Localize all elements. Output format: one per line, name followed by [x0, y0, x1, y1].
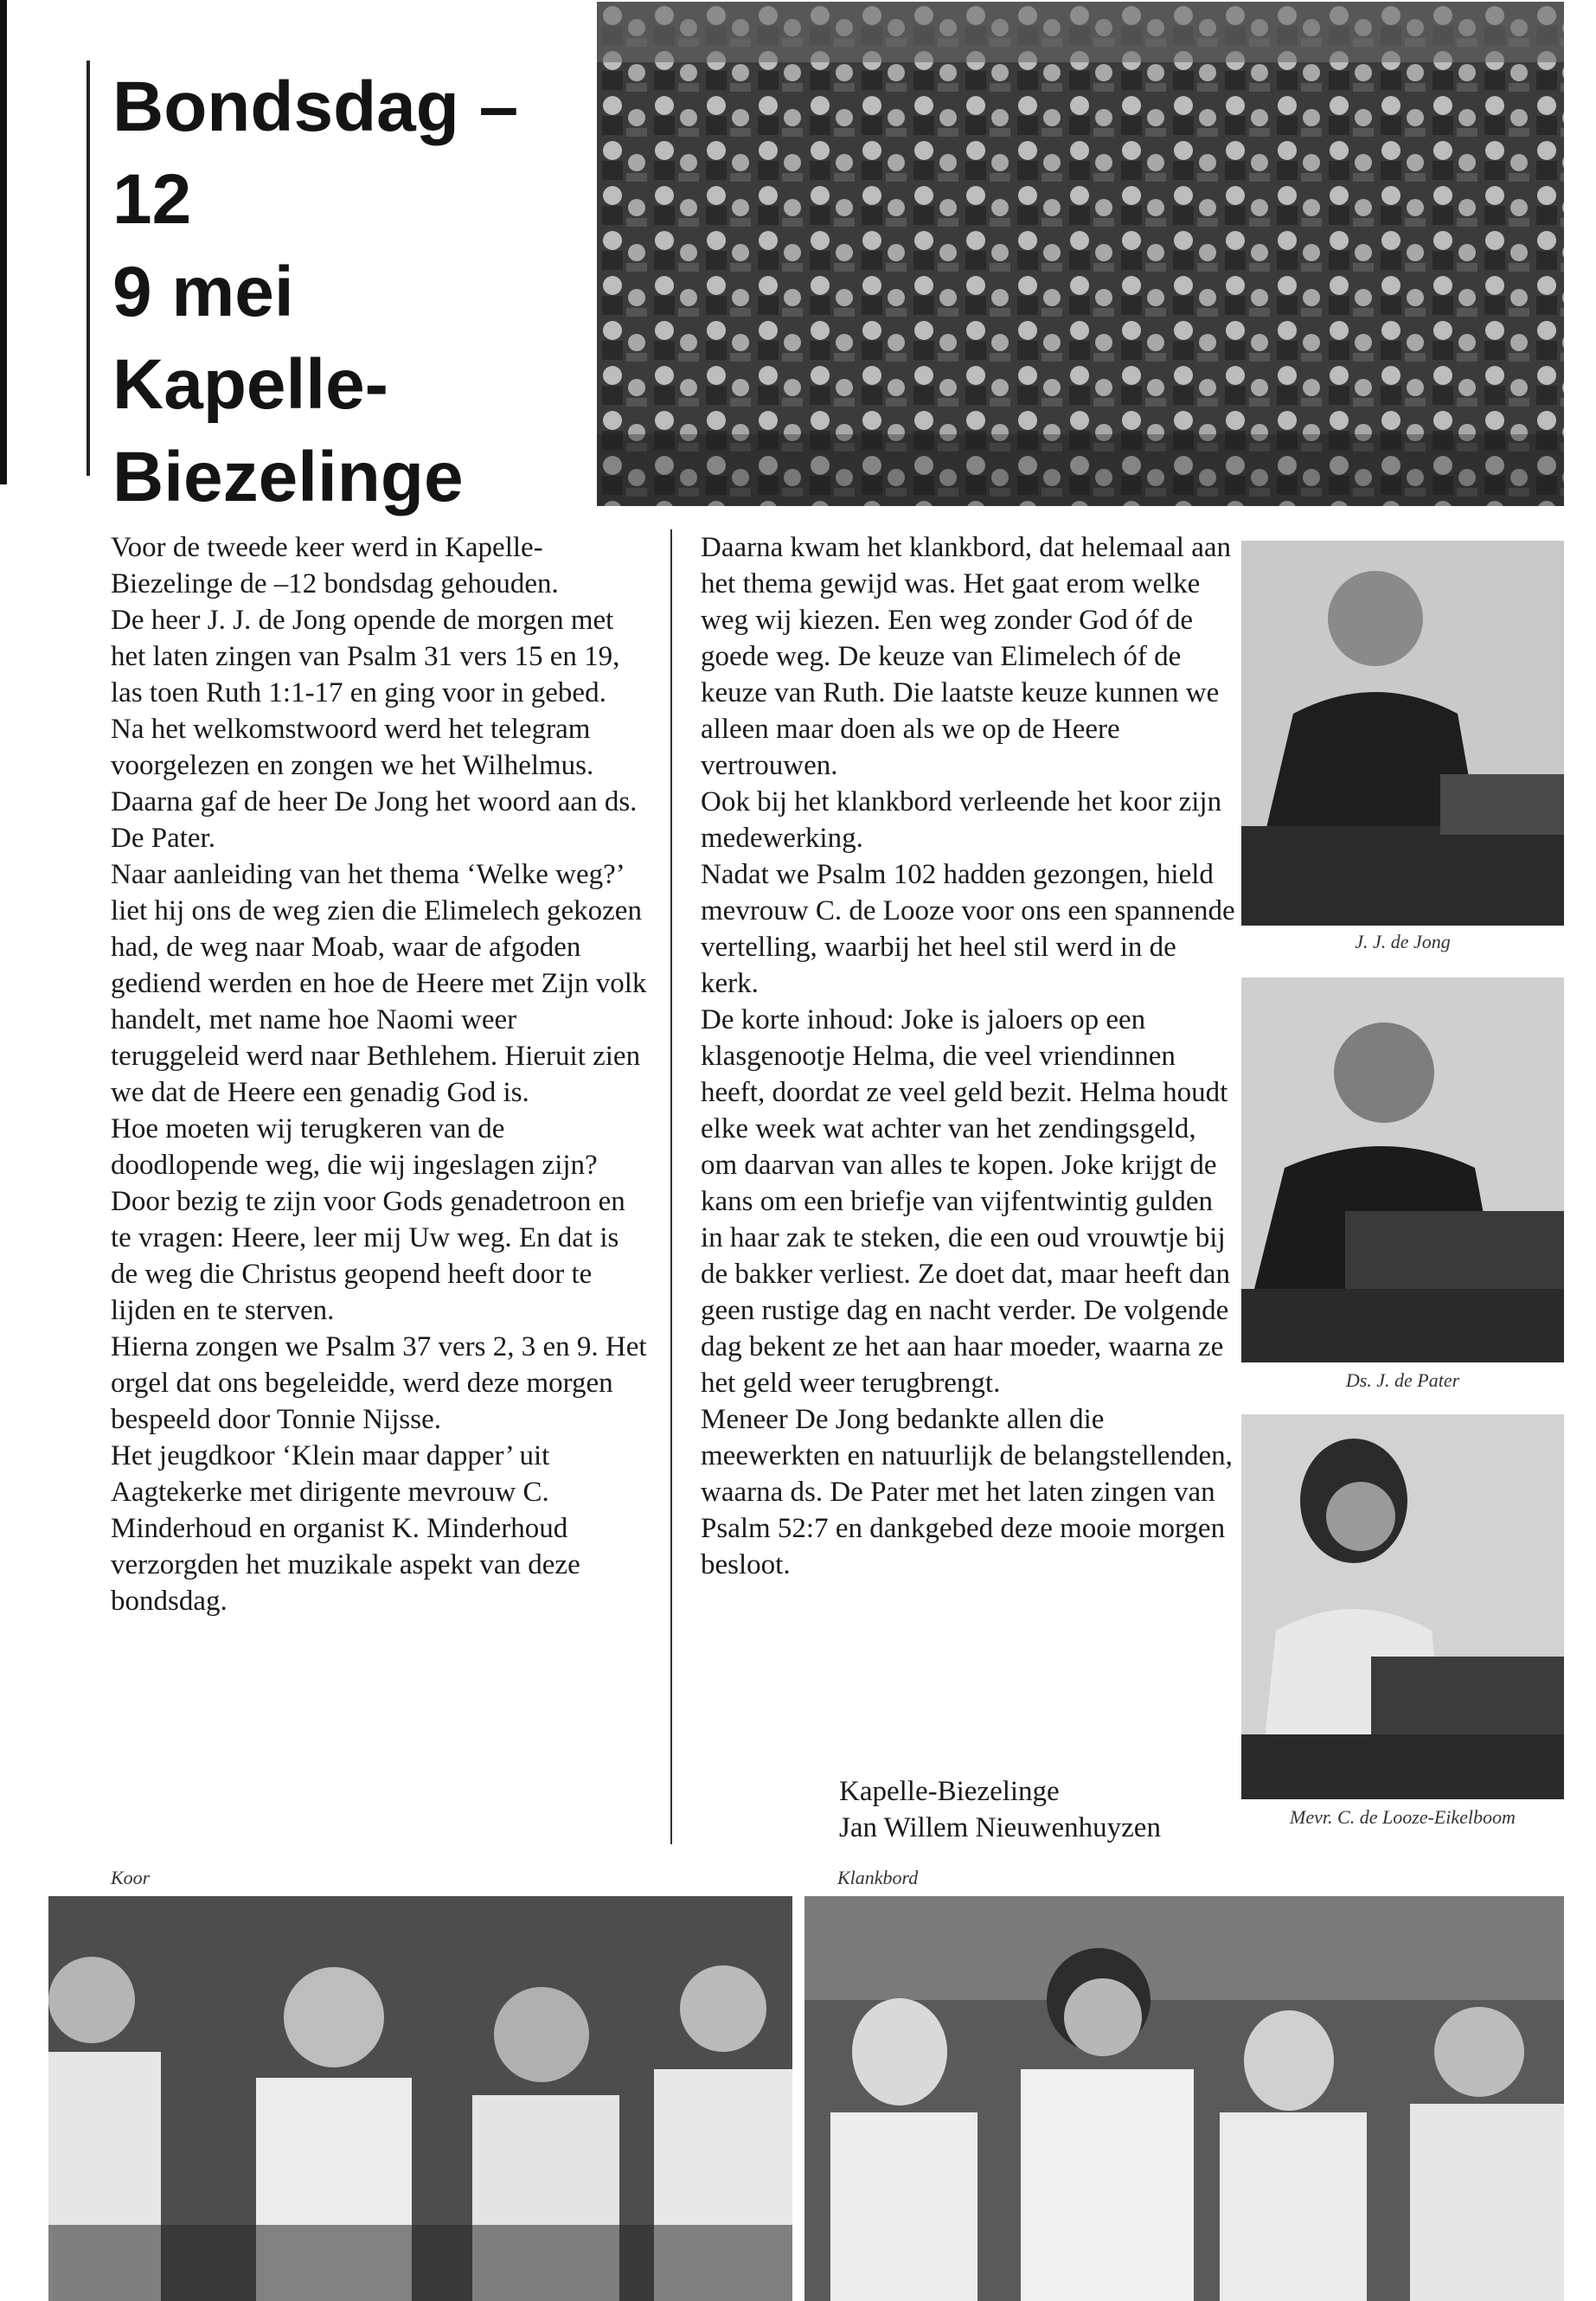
article-title: [112, 61, 597, 523]
audience-photo: [597, 2, 1564, 506]
title-rule: [87, 61, 90, 476]
paragraph: Nadat we Psalm 102 hadden gezongen, hield mevrouw C. de Looze voor ons een spannende vertelling, waarbij het heel stil werd in de kerk.: [701, 859, 1235, 999]
photo-koor: [48, 1896, 792, 2301]
signature-author: Jan Willem Nieuwenhuyzen: [839, 1812, 1161, 1843]
paragraph: De heer J. J. de Jong opende de morgen met het laten zingen van Psalm 31 vers 15 en 19, las toen Ruth 1:1-17 en ging voor in gebed.: [111, 605, 620, 708]
paragraph: Na het welkomstwoord werd het telegram voorgelezen en zongen we het Wilhelmus. Daarna gaf de heer De Jong het woord aan ds. De Pater.: [111, 714, 638, 854]
paragraph: Daarna kwam het klankbord, dat helemaal aan het thema gewijd was. Het gaat erom welke weg wij kiezen. Een weg zonder God óf de goede weg. De keuze van Elimelech óf de keuze van Ruth. Die laatste keuze kunnen we alleen maar doen als we op de Heere vertrouwen.: [701, 532, 1231, 781]
caption-klankbord: Klankbord: [837, 1867, 919, 1888]
title-line: Bondsdag –12: [112, 67, 519, 239]
paragraph: Ook bij het klankbord verleende het koor zijn medewerking.: [701, 786, 1222, 854]
paragraph: Het jeugdkoor ‘Klein maar dapper’ uit Aagtekerke met dirigente mevrouw C. Minderhoud en organist K. Minderhoud verzorgden het muzikale aspekt van deze bondsdag.: [111, 1440, 580, 1617]
photo-klankbord: [804, 1896, 1564, 2301]
column-divider: [670, 529, 672, 1844]
paragraph: Naar aanleiding van het thema ‘Welke weg?’ liet hij ons de weg zien die Elimelech gekozen had, de weg naar Moab, waar de afgoden gediend werden en hoe de Heere met Zijn volk handelt, met name hoe Naomi weer teruggeleid werd naar Bethlehem. Hieruit zien we dat de Heere een genadig God is.: [111, 859, 647, 1108]
title-line: 9 mei: [112, 253, 294, 331]
paragraph: Voor de tweede keer werd in Kapelle-Biezelinge de –12 bondsdag gehouden.: [111, 532, 559, 599]
paragraph: De korte inhoud: Joke is jaloers op een klasgenootje Helma, die veel vriendinnen heeft, doordat ze veel geld bezit. Helma houdt elke week wat achter van het zendingsgeld, om daarvan van alles te kopen. Joke krijgt de kans om een briefje van vijfentwintig gulden in haar zak te steken, die een oud vrouwtje bij de bakker verliest. Ze doet dat, maar heeft dan geen rustige dag en nacht verder. De volgende dag bekent ze het aan haar moeder, waarna ze het geld weer terugbrengt.: [701, 1004, 1231, 1399]
title-line: Kapelle-: [112, 345, 388, 424]
caption-koor: Koor: [111, 1867, 151, 1888]
article-column-2: [701, 529, 1237, 1583]
caption-de-jong: J. J. de Jong: [1355, 931, 1451, 952]
photo-de-pater: [1241, 977, 1564, 1362]
page-edge-bar: [0, 0, 7, 484]
signature-place: Kapelle-Biezelinge: [839, 1776, 1060, 1807]
title-line: Biezelinge: [112, 438, 464, 516]
signature: [839, 1773, 1246, 1846]
paragraph: Hierna zongen we Psalm 37 vers 2, 3 en 9. Het orgel dat ons begeleidde, werd deze morgen bespeeld door Tonnie Nijsse.: [111, 1331, 647, 1435]
article-column-1: [111, 529, 651, 1619]
caption-de-pater: Ds. J. de Pater: [1345, 1369, 1460, 1391]
paragraph: Hoe moeten wij terugkeren van de doodlopende weg, die wij ingeslagen zijn? Door bezig te zijn voor Gods genadetroon en te vragen: Heere, leer mij Uw weg. En dat is de weg die Christus geopend heeft door te lijden en te sterven.: [111, 1113, 625, 1326]
photo-de-looze: [1241, 1414, 1564, 1799]
paragraph: Meneer De Jong bedankte allen die meewerkten en natuurlijk de belangstellenden, waarna ds. De Pater met het laten zingen van Psalm 52:7 en dankgebed deze mooie morgen besloot.: [701, 1404, 1233, 1580]
caption-de-looze: Mevr. C. de Looze-Eikelboom: [1290, 1806, 1516, 1828]
photo-de-jong: [1241, 541, 1564, 926]
